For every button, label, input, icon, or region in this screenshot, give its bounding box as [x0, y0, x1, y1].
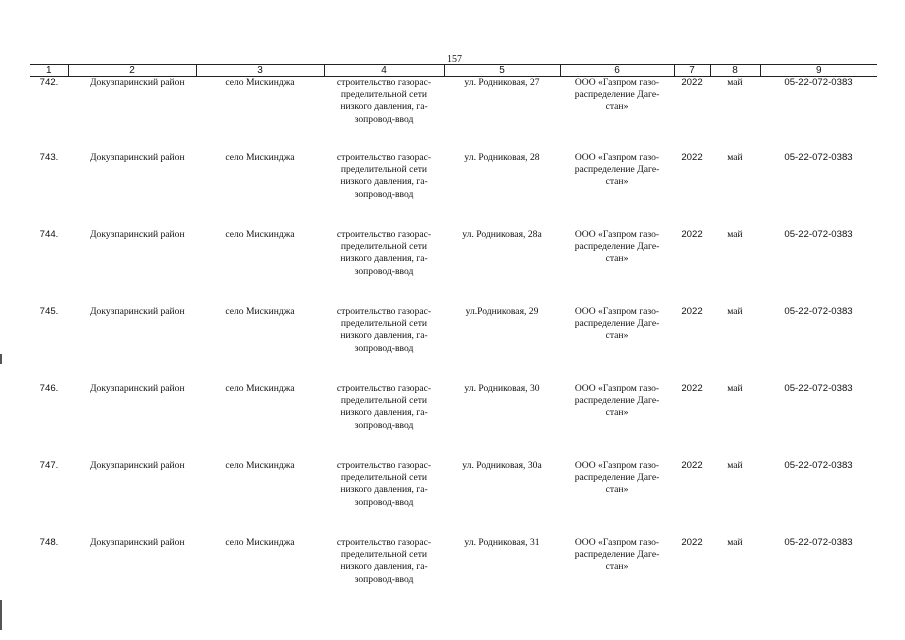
row-number: 748. [39, 537, 59, 548]
address-cell: ул. Родниковая, 27 [464, 77, 540, 88]
work-line: зопровод-ввод [354, 419, 414, 431]
organization-cell [560, 148, 674, 225]
district-cell: Докузпаринский район [90, 460, 185, 471]
district-cell: Докузпаринский район [90, 77, 185, 88]
table-header [30, 65, 877, 77]
address-cell: ул.Родниковая, 29 [465, 306, 539, 317]
table-row [30, 225, 877, 302]
column-header: 4 [324, 65, 444, 77]
row-number: 744. [39, 229, 59, 240]
work-line: пределительной сети [340, 318, 428, 330]
org-line: стан» [605, 176, 629, 188]
org-line: ООО «Газпром газо- [574, 306, 660, 317]
org-line: распределение Даге- [574, 318, 660, 330]
org-line: распределение Даге- [574, 395, 660, 407]
org-line: стан» [605, 101, 629, 113]
district-cell: Докузпаринский район [90, 383, 185, 394]
work-line: низкого давления, га- [340, 253, 428, 265]
table-row [30, 302, 877, 379]
district-cell: Докузпаринский район [90, 229, 185, 240]
year-cell: 2022 [681, 229, 703, 240]
work-line: пределительной сети [340, 549, 428, 561]
table-body [30, 77, 877, 611]
work-line: зопровод-ввод [354, 188, 414, 200]
village-cell: село Мискинджа [225, 537, 295, 548]
work-line: строительство газорас- [336, 383, 432, 394]
scan-edge-mark [0, 354, 2, 364]
column-header: 8 [710, 65, 760, 77]
org-line: стан» [605, 561, 629, 573]
org-line: распределение Даге- [574, 89, 660, 101]
work-line: зопровод-ввод [354, 265, 414, 277]
registry-table [30, 64, 877, 610]
org-line: ООО «Газпром газо- [574, 383, 660, 394]
year-cell: 2022 [681, 460, 703, 471]
month-cell: май [727, 383, 743, 394]
month-cell: май [727, 460, 743, 471]
column-header: 5 [444, 65, 560, 77]
work-line: зопровод-ввод [354, 496, 414, 508]
org-line: стан» [605, 407, 629, 419]
month-cell: май [727, 152, 743, 163]
work-line: пределительной сети [340, 164, 428, 176]
work-line: низкого давления, га- [340, 330, 428, 342]
organization-cell [560, 302, 674, 379]
column-header: 7 [674, 65, 710, 77]
work-description-cell [324, 148, 444, 225]
work-description-cell [324, 77, 444, 149]
address-cell: ул. Родниковая, 28 [464, 152, 540, 163]
org-line: ООО «Газпром газо- [574, 77, 660, 88]
row-number: 742. [39, 77, 59, 88]
column-header: 6 [560, 65, 674, 77]
org-line: стан» [605, 253, 629, 265]
code-cell: 05-22-072-0383 [784, 77, 853, 88]
org-line: ООО «Газпром газо- [574, 229, 660, 240]
year-cell: 2022 [681, 77, 703, 88]
row-number: 746. [39, 383, 59, 394]
column-header: 9 [760, 65, 877, 77]
village-cell: село Мискинджа [225, 306, 295, 317]
work-description-cell [324, 379, 444, 456]
month-cell: май [727, 306, 743, 317]
work-line: низкого давления, га- [340, 176, 428, 188]
org-line: стан» [605, 484, 629, 496]
month-cell: май [727, 77, 743, 88]
code-cell: 05-22-072-0383 [784, 383, 853, 394]
organization-cell [560, 533, 674, 610]
column-header: 2 [68, 65, 196, 77]
village-cell: село Мискинджа [225, 152, 295, 163]
organization-cell [560, 77, 674, 149]
org-line: распределение Даге- [574, 549, 660, 561]
row-number: 747. [39, 460, 59, 471]
code-cell: 05-22-072-0383 [784, 537, 853, 548]
work-line: низкого давления, га- [340, 101, 428, 113]
year-cell: 2022 [681, 306, 703, 317]
address-cell: ул. Родниковая, 28а [462, 229, 542, 240]
org-line: распределение Даге- [574, 472, 660, 484]
work-line: строительство газорас- [336, 229, 432, 240]
village-cell: село Мискинджа [225, 460, 295, 471]
code-cell: 05-22-072-0383 [784, 306, 853, 317]
organization-cell [560, 456, 674, 533]
work-line: строительство газорас- [336, 537, 432, 548]
year-cell: 2022 [681, 152, 703, 163]
village-cell: село Мискинджа [225, 77, 295, 88]
work-line: зопровод-ввод [354, 342, 414, 354]
page-number-text: 157 [447, 54, 462, 65]
org-line: распределение Даге- [574, 241, 660, 253]
table-row [30, 148, 877, 225]
organization-cell [560, 225, 674, 302]
row-number: 743. [39, 152, 59, 163]
work-line: пределительной сети [340, 241, 428, 253]
work-description-cell [324, 225, 444, 302]
district-cell: Докузпаринский район [90, 306, 185, 317]
month-cell: май [727, 537, 743, 548]
work-description-cell [324, 533, 444, 610]
village-cell: село Мискинджа [225, 383, 295, 394]
village-cell: село Мискинджа [225, 229, 295, 240]
work-line: зопровод-ввод [354, 113, 414, 125]
work-line: строительство газорас- [336, 460, 432, 471]
year-cell: 2022 [681, 383, 703, 394]
work-line: пределительной сети [340, 472, 428, 484]
work-line: пределительной сети [340, 89, 428, 101]
work-line: зопровод-ввод [354, 573, 414, 585]
work-line: низкого давления, га- [340, 484, 428, 496]
org-line: ООО «Газпром газо- [574, 537, 660, 548]
scan-edge-mark [0, 600, 2, 630]
table-row [30, 456, 877, 533]
org-line: стан» [605, 330, 629, 342]
month-cell: май [727, 229, 743, 240]
org-line: ООО «Газпром газо- [574, 152, 660, 163]
organization-cell [560, 379, 674, 456]
table-row [30, 533, 877, 610]
address-cell: ул. Родниковая, 30а [462, 460, 542, 471]
address-cell: ул. Родниковая, 30 [464, 383, 540, 394]
org-line: ООО «Газпром газо- [574, 460, 660, 471]
work-line: низкого давления, га- [340, 407, 428, 419]
year-cell: 2022 [681, 537, 703, 548]
table-row [30, 77, 877, 149]
table-row [30, 379, 877, 456]
code-cell: 05-22-072-0383 [784, 460, 853, 471]
header-row [30, 65, 877, 77]
work-description-cell [324, 302, 444, 379]
address-cell: ул. Родниковая, 31 [464, 537, 540, 548]
district-cell: Докузпаринский район [90, 152, 185, 163]
column-header: 1 [30, 65, 68, 77]
column-header: 3 [196, 65, 324, 77]
work-line: низкого давления, га- [340, 561, 428, 573]
code-cell: 05-22-072-0383 [784, 229, 853, 240]
district-cell: Докузпаринский район [90, 537, 185, 548]
code-cell: 05-22-072-0383 [784, 152, 853, 163]
row-number: 745. [39, 306, 59, 317]
work-line: строительство газорас- [336, 77, 432, 88]
work-line: строительство газорас- [336, 152, 432, 163]
work-description-cell [324, 456, 444, 533]
work-line: пределительной сети [340, 395, 428, 407]
work-line: строительство газорас- [336, 306, 432, 317]
org-line: распределение Даге- [574, 164, 660, 176]
